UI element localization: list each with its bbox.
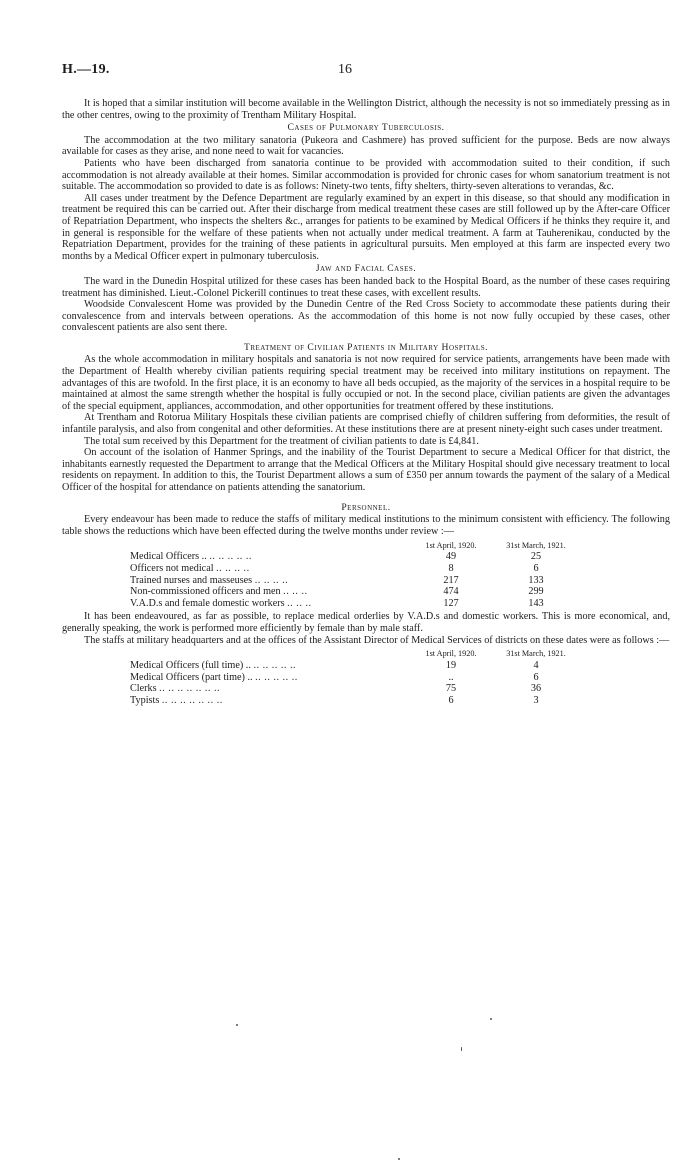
leader-dots: .. .. .. .. <box>216 562 250 574</box>
row-label: Trained nurses and masseuses <box>130 574 253 586</box>
personnel-reduction-table <box>130 539 582 609</box>
paragraph: The staffs at military headquarters and at the offices of the Assistant Director of Medical Services of districts on these dates were as follows :— <box>84 634 670 646</box>
print-speck <box>490 1018 492 1020</box>
paragraph: The ward in the Dunedin Hospital utilized for these cases has been handed back to the Hospital Board, as the number of these cases requiring treatment has diminished. Lieut.-Colonel Pickerill continues to treat these cases, with excellent results. <box>62 275 670 299</box>
table-row <box>130 672 582 684</box>
table-header-row <box>130 648 582 660</box>
section-heading-personnel <box>62 502 670 514</box>
cell-value: 4 <box>533 660 539 672</box>
row-label: Medical Officers (full time) .. <box>130 660 251 672</box>
cell-value: 3 <box>533 694 539 706</box>
document-body <box>62 98 670 707</box>
paragraph: All cases under treatment by the Defence Department are regularly examined by an expert in this disease, so that should any modification in treatment be required this can be carried out. After their discharge from medical treatment these cases are still followed up by the After-care Officer of Repatriation Department, who inspects the shelters &c., arranges for patients to be examined by Medical Officers if he thinks they require it, and in general is responsible for the welfare of these patients when not actually under medical treatment. A farm at Tauherenikau, conducted by the Repatriation Department, provides for the training of these patients in agricultural pursuits. Men employed at this farm are inspected every two months by a Medical Officer expert in pulmonary tuberculosis. <box>62 192 670 262</box>
column-header-april-1920: 1st April, 1920. <box>425 540 477 550</box>
row-label: Non-commissioned officers and men <box>130 586 281 598</box>
table-header-row <box>130 539 582 551</box>
cell-value: 8 <box>448 562 454 574</box>
cell-value: 36 <box>530 683 542 695</box>
leader-dots: .. .. .. .. <box>254 574 289 586</box>
cell-value: 217 <box>443 574 459 586</box>
cell-value: 75 <box>445 683 457 695</box>
cell-value: 474 <box>443 586 459 598</box>
table-row <box>130 551 582 563</box>
section-heading-pulmonary <box>62 122 670 134</box>
section-heading-jaw-facial <box>62 263 670 275</box>
paragraph: It is hoped that a similar institution will become available in the Wellington District, although the necessity is not so immediately pressing as in the other centres, owing to the proximity of Trentham Military Hospital. <box>62 98 670 121</box>
leader-dots: .. .. .. <box>283 586 308 598</box>
cell-value: 19 <box>445 660 457 672</box>
leader-dots: .. .. .. .. .. .. .. <box>161 694 223 706</box>
cell-value: 127 <box>443 597 459 609</box>
section-heading-civilian-patients <box>62 342 670 354</box>
table-row <box>130 683 582 695</box>
paragraph: It has been endeavoured, as far as possible, to replace medical orderlies by V.A.D.s and domestic workers. This is more economical, and, generally speaking, the work is performed more efficiently by female than by male staff. <box>62 611 670 634</box>
table-row <box>130 660 582 672</box>
column-header-march-1921: 31st March, 1921. <box>506 540 566 550</box>
paragraph: The total sum received by this Department for the treatment of civilian patients to date is £4,841. <box>84 435 479 447</box>
paragraph: The accommodation at the two military sanatoria (Pukeora and Cashmere) has proved sufficient for the purpose. Beds are now always available for cases as they arise, and none need to wait for vacancies. <box>62 134 670 158</box>
row-label: Clerks <box>130 683 157 695</box>
table-row <box>130 575 582 587</box>
print-speck <box>236 1024 238 1026</box>
cell-value: 143 <box>528 597 544 609</box>
row-label: V.A.D.s and female domestic workers <box>130 597 285 609</box>
cell-value: 133 <box>528 574 544 586</box>
cell-value: 6 <box>448 694 454 706</box>
row-label: Medical Officers (part time) .. <box>130 671 253 683</box>
cell-value: 25 <box>530 551 542 563</box>
cell-value: .. <box>448 671 454 683</box>
paragraph: Patients who have been discharged from sanatoria continue to be provided with accommodation suited to their condition, if such accommodation is not already available at their homes. Similar accommodation is provided for chronic cases for whom sanatorium treatment is not suitable. The accommodation so provided to date is as follows: Ninety-two tents, fifty shelters, thirty-seven alterations to verandas, &c. <box>62 157 670 193</box>
heading-text: Personnel. <box>341 501 391 513</box>
paragraph: Every endeavour has been made to reduce the staffs of military medical institutions to the minimum consistent with efficiency. The following table shows the reductions which have been effected during the twelve months under review :— <box>62 514 670 537</box>
heading-text: Treatment of Civilian Patients in Military Hospitals. <box>244 341 488 353</box>
heading-text: Cases of Pulmonary Tuberculosis. <box>287 122 445 134</box>
cell-value: 299 <box>528 586 544 598</box>
headquarters-staff-table <box>130 648 582 706</box>
print-speck <box>461 1047 462 1051</box>
paragraph: On account of the isolation of Hanmer Springs, and the inability of the Tourist Department to secure a Medical Officer for that district, the inhabitants earnestly requested the Department to arrange that the Medical Officers at the Military Hospital should give necessary treatment to local residents on repayment. In addition to this, the Tourist Department allows a sum of £350 per annum towards the payment of the salary of a Medical Officer of the hospital for attendance on patients attending the sanatorium. <box>62 447 670 493</box>
row-label: Typists <box>130 694 160 706</box>
leader-dots: .. .. .. .. .. <box>209 551 252 563</box>
document-code: H.—19. <box>62 62 110 77</box>
page-number: 16 <box>338 62 352 77</box>
row-label: Officers not medical <box>130 562 214 574</box>
paragraph: Woodside Convalescent Home was provided by the Dunedin Centre of the Red Cross Society to accommodate these patients during their convalescence from and intervals between operations. As the accommodation of this home is not now fully occupied by these cases, other convalescent patients are also sent there. <box>62 299 670 334</box>
row-label: Medical Officers .. <box>130 551 207 563</box>
paragraph: As the whole accommodation in military hospitals and sanatoria is not now required for service patients, arrangements have been made with the Department of Health whereby civilian patients requiring special treatment may be received into military institutions on repayment. The advantages of this are twofold. In the first place, it is an economy to have all beds occupied, as the majority of the services in a hospital require to be maintained at almost the same strength whether the hospital is fully occupied or not. In the second place, civilian patients are given the advantages of the special equipment, appliances, accommodation, and other opportunities for treatment offered by these institutions. <box>62 354 670 412</box>
cell-value: 49 <box>445 551 457 563</box>
leader-dots: .. .. .. .. .. <box>255 671 298 683</box>
cell-value: 6 <box>533 671 539 683</box>
print-speck <box>398 1158 400 1160</box>
cell-value: 6 <box>533 562 539 574</box>
paragraph: At Trentham and Rotorua Military Hospitals these civilian patients are comprised chiefly of children suffering from deformities, the result of infantile paralysis, and also from congenital and other deformities. At these institutions there are at present ninety-eight such cases under treatment. <box>62 412 670 436</box>
column-header-march-1921: 31st March, 1921. <box>506 649 566 659</box>
table-row <box>130 586 582 598</box>
leader-dots: .. .. .. <box>287 597 312 609</box>
heading-text: Jaw and Facial Cases. <box>315 263 417 275</box>
column-header-april-1920: 1st April, 1920. <box>425 649 477 659</box>
leader-dots: .. .. .. .. .. <box>253 660 297 672</box>
leader-dots: .. .. .. .. .. .. .. <box>159 683 221 695</box>
table-row <box>130 563 582 575</box>
table-row <box>130 695 582 707</box>
table-row <box>130 598 582 610</box>
